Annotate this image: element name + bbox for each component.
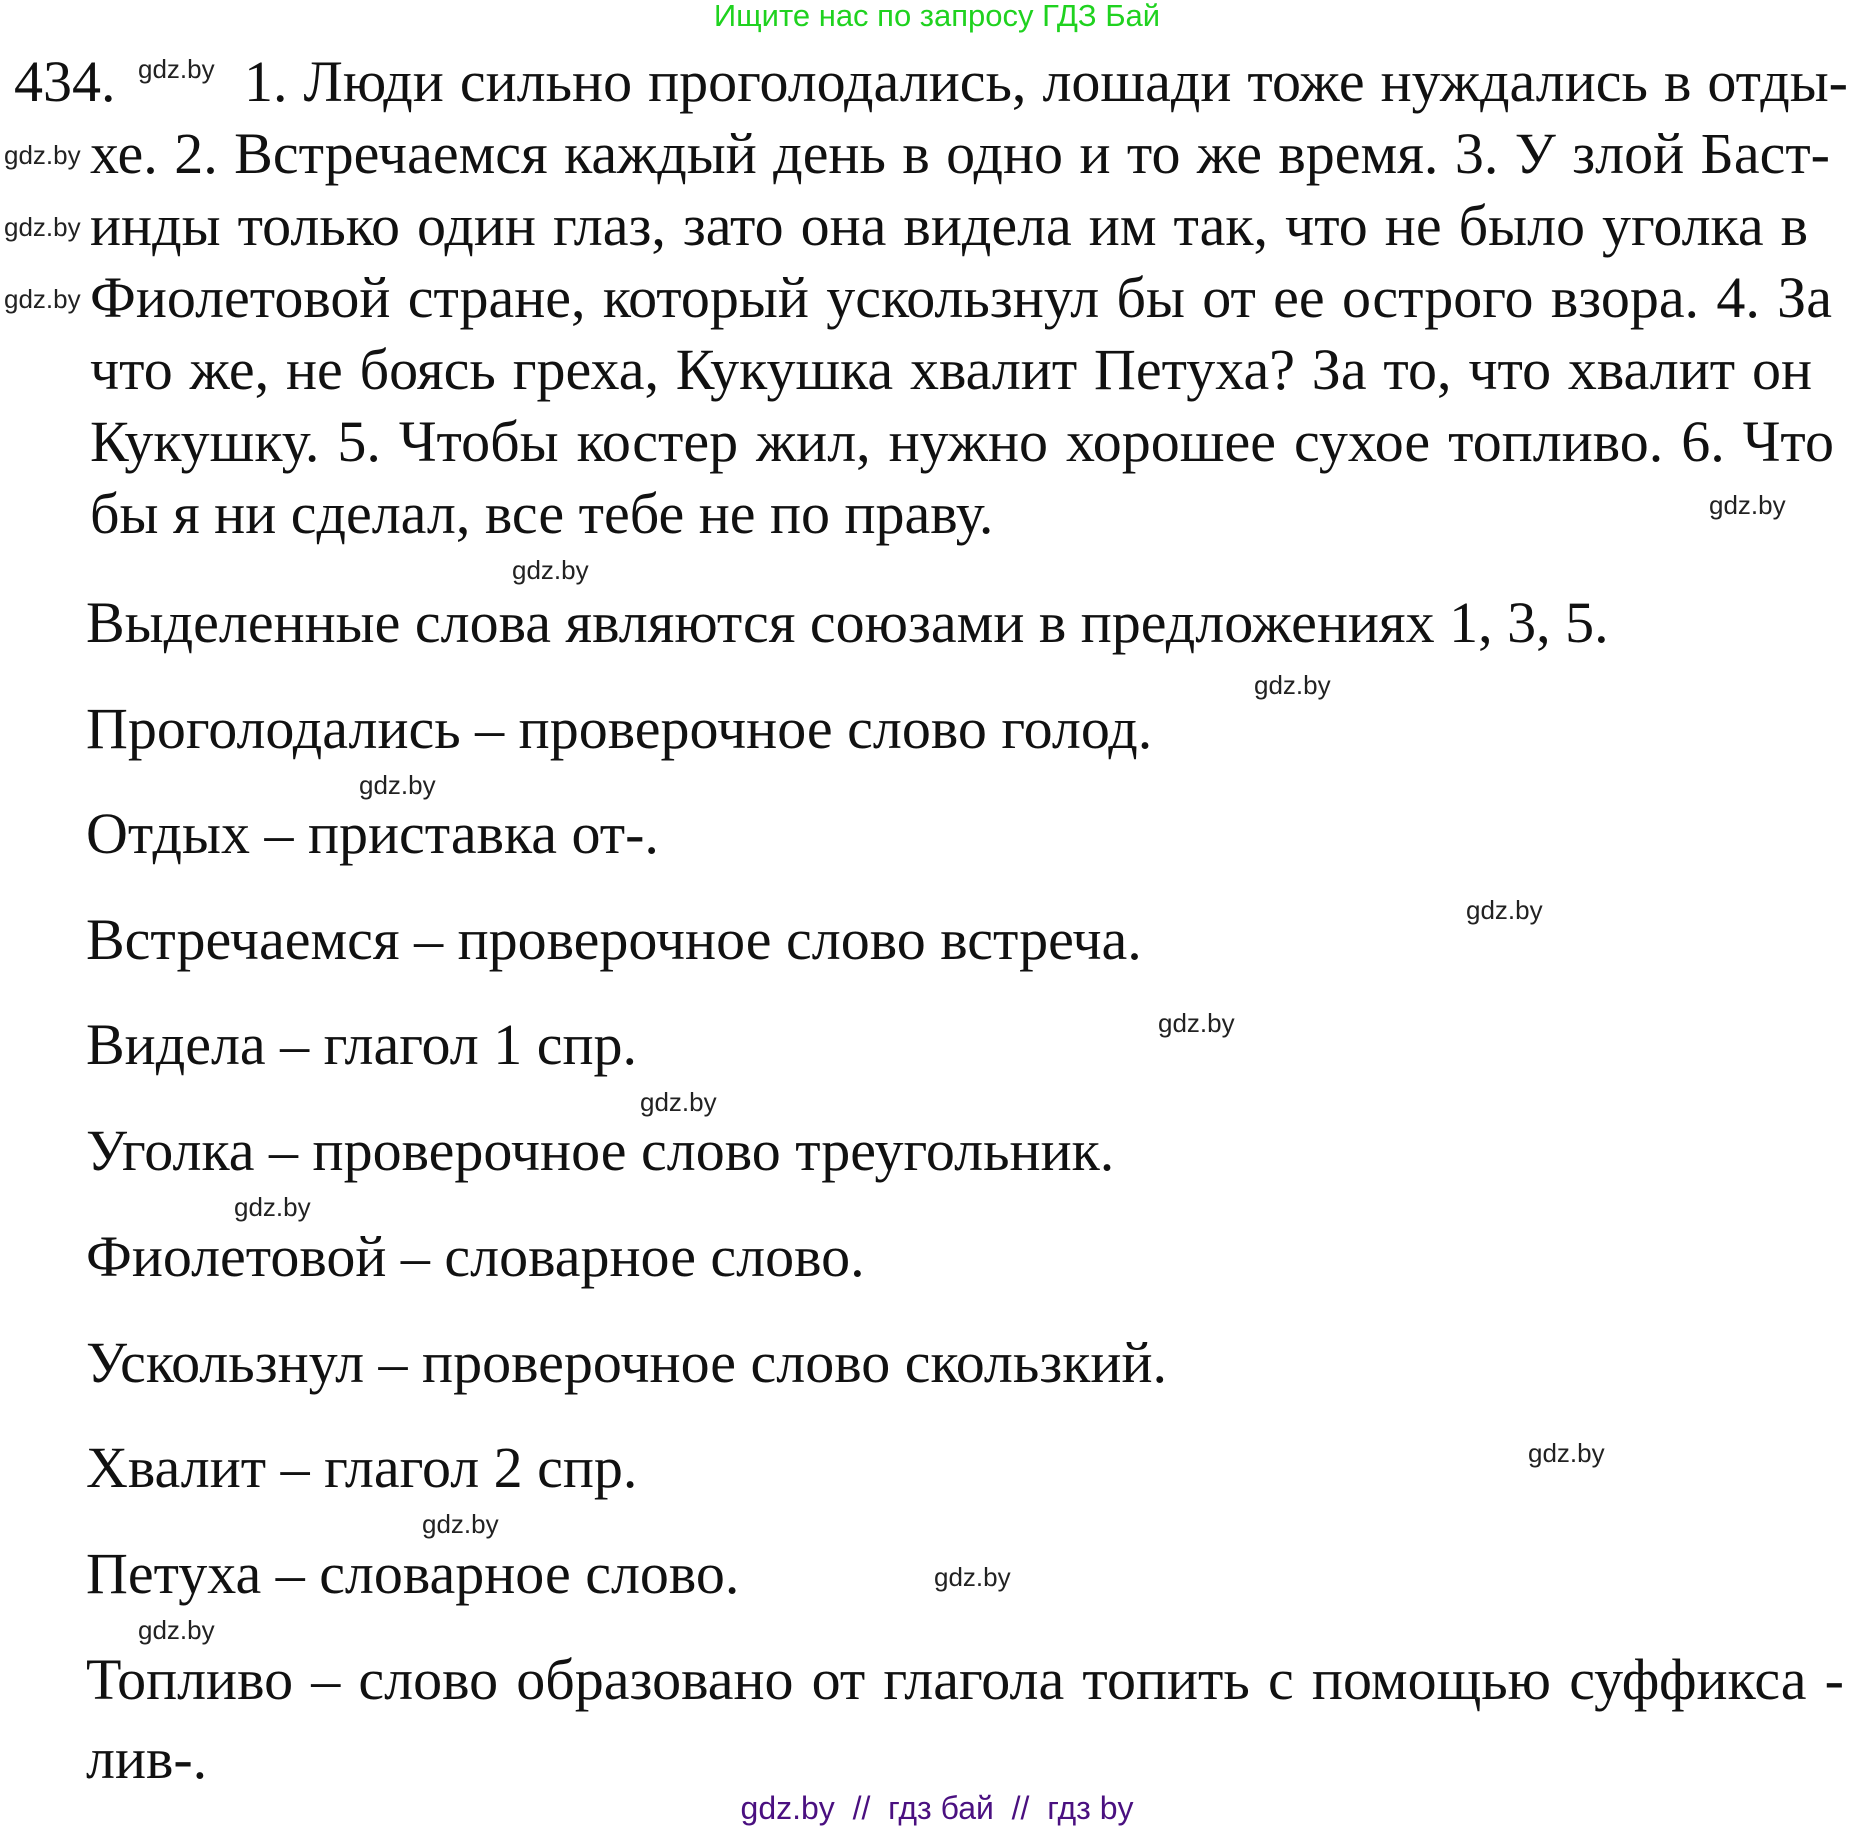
watermark: gdz.by <box>1466 895 1543 925</box>
answer-line: Петуха – словарное слово. <box>86 1541 740 1606</box>
watermark: gdz.by <box>934 1562 1011 1592</box>
answer-line: Топливо – слово образовано от глагола топить с помощью суффикса - <box>86 1647 1844 1712</box>
footer-links: gdz.by // гдз бай // гдз by <box>740 1790 1134 1826</box>
exercise-number: 434. <box>14 49 116 114</box>
answer-line: Отдых – приставка от-. <box>86 801 659 866</box>
answer-line: лив-. <box>86 1726 208 1791</box>
watermark: gdz.by <box>1709 490 1786 520</box>
watermark: gdz.by <box>4 140 81 170</box>
answer-line: Фиолетовой – словарное слово. <box>86 1224 865 1289</box>
answer-line: Выделенные слова являются союзами в предложениях 1, 3, 5. <box>86 590 1609 655</box>
watermark: gdz.by <box>422 1509 499 1539</box>
watermark: gdz.by <box>1254 670 1331 700</box>
answer-line: Уголка – проверочное слово треугольник. <box>86 1118 1115 1183</box>
exercise-line: 1. Люди сильно проголодались, лошади тоже нуждались в отды- <box>244 49 1848 114</box>
watermark: gdz.by <box>4 212 81 242</box>
exercise-line: бы я ни сделал, все тебе не по праву. <box>90 481 994 546</box>
answer-line: Хвалит – глагол 2 спр. <box>86 1435 638 1500</box>
watermark: gdz.by <box>1528 1438 1605 1468</box>
search-hint-header: Ищите нас по запросу ГДЗ Бай <box>713 0 1161 33</box>
exercise-line: инды только один глаз, зато она видела им так, что не было уголка в <box>90 193 1808 258</box>
watermark: gdz.by <box>234 1192 311 1222</box>
watermark: gdz.by <box>1158 1008 1235 1038</box>
answer-line: Видела – глагол 1 спр. <box>86 1012 637 1077</box>
answer-line: Ускользнул – проверочное слово скользкий. <box>86 1330 1167 1395</box>
exercise-line: что же, не боясь греха, Кукушка хвалит Петуха? За то, что хвалит он <box>90 337 1812 402</box>
answer-line: Проголодались – проверочное слово голод. <box>86 696 1153 761</box>
watermark: gdz.by <box>4 284 81 314</box>
watermark: gdz.by <box>640 1087 717 1117</box>
watermark: gdz.by <box>359 770 436 800</box>
watermark: gdz.by <box>138 54 215 84</box>
exercise-line: хе. 2. Встречаемся каждый день в одно и то же время. 3. У злой Баст- <box>90 121 1830 186</box>
answer-line: Встречаемся – проверочное слово встреча. <box>86 907 1142 972</box>
watermark: gdz.by <box>138 1615 215 1645</box>
exercise-line: Фиолетовой стране, который ускользнул бы от ее острого взора. 4. За <box>90 265 1832 330</box>
watermark: gdz.by <box>512 555 589 585</box>
exercise-line: Кукушку. 5. Чтобы костер жил, нужно хорошее сухое топливо. 6. Что <box>90 409 1834 474</box>
